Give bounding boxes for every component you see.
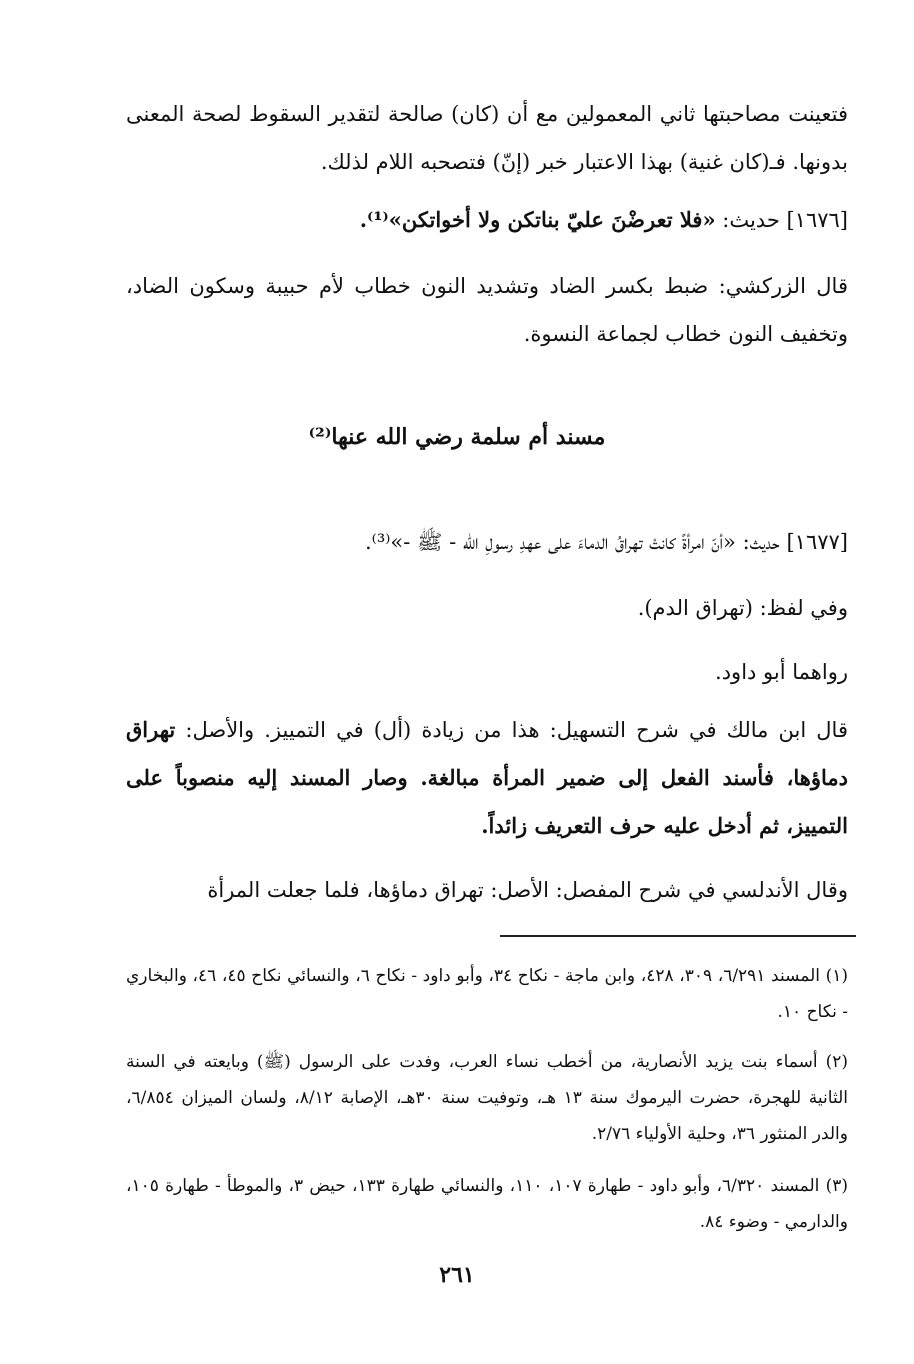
hadith-1677 — [126, 518, 848, 566]
paragraph-andalusi — [126, 866, 848, 914]
page-number: ٢٦١ — [439, 1262, 475, 1288]
paragraph-ibn-malik-intro: قال ابن مالك في شرح التسهيل: هذا من زيادة (أل) في التمييز. والأصل: — [185, 718, 848, 742]
paragraph-lafz — [126, 584, 848, 632]
hadith-1677-text: «أنّ امرأةً كانتْ تهراقُ الدماءَ على عهدِ رسولِ الله - ﷺ -»⁽³⁾. — [365, 530, 736, 554]
hadith-1677-label: [١٦٧٧] حديث: — [742, 530, 848, 554]
paragraph-zarkashi — [126, 262, 848, 358]
paragraph-rawahuma — [126, 648, 848, 696]
section-heading: مسند أم سلمة رضي الله عنها⁽²⁾ — [308, 424, 606, 450]
paragraph-rawahuma-text: رواهما أبو داود. — [715, 660, 848, 684]
footnote-1: (١) المسند ٦/٢٩١، ٣٠٩، ٤٢٨، وابن ماجة - نكاح ٣٤، وأبو داود - نكاح ٦، والنسائي نكاح ٤٥، ٤٦، والبخاري - نكاح ١٠. — [126, 966, 849, 1022]
hadith-1676 — [126, 196, 848, 244]
paragraph-zarkashi-text: قال الزركشي: ضبط بكسر الضاد وتشديد النون خطاب لأم حبيبة وسكون الضاد، وتخفيف النون خطاب لجماعة النسوة. — [126, 274, 848, 346]
paragraph-andalusi-text: وقال الأندلسي في شرح المفصل: الأصل: تهراق دماؤها، فلما جعلت المرأة — [207, 878, 848, 902]
footnote-2: (٢) أسماء بنت يزيد الأنصارية، من أخطب نساء العرب، وفدت على الرسول (ﷺ) وبايعته في السنة الثانية للهجرة، حضرت اليرموك سنة ١٣ هـ، وتوفيت سنة ٣٠هـ، الإصابة ٨/١٢، ولسان الميزان ٦/٨٥٤، والدر المنثور ٣٦، وحلية الأولياء ٢/٧٦. — [126, 1052, 848, 1144]
paragraph-lafz-text: وفي لفظ: (تهراق الدم). — [637, 596, 848, 620]
paragraph-1 — [126, 90, 848, 186]
footnote-3: (٣) المسند ٦/٣٢٠، وأبو داود - طهارة ١٠٧، ١١٠، والنسائي طهارة ١٣٣، حيض ٣، والموطأ - طهارة ١٠٥، والدارمي - وضوء ٨٤. — [126, 1176, 848, 1232]
paragraph-ibn-malik — [126, 706, 848, 850]
footnote-separator — [500, 935, 856, 937]
hadith-1676-text: «فلا تعرضْنَ عليّ بناتكن ولا أخواتكن»⁽¹⁾. — [359, 207, 716, 232]
paragraph-ibn-malik-bold: تهراق دماؤها، فأسند الفعل إلى ضمير المرأة مبالغة. وصار المسند إليه منصوباً على التمييز، ثم أدخل عليه حرف التعريف زائداً. — [126, 717, 848, 838]
paragraph-1-text: فتعينت مصاحبتها ثاني المعمولين مع أن (كان) صالحة لتقدير السقوط لصحة المعنى بدونها. فـ(كان غنية) بهذا الاعتبار خبر (إنّ) فتصحبه اللام لذلك. — [126, 102, 848, 174]
hadith-1676-label: [١٦٧٦] حديث: — [722, 208, 848, 232]
